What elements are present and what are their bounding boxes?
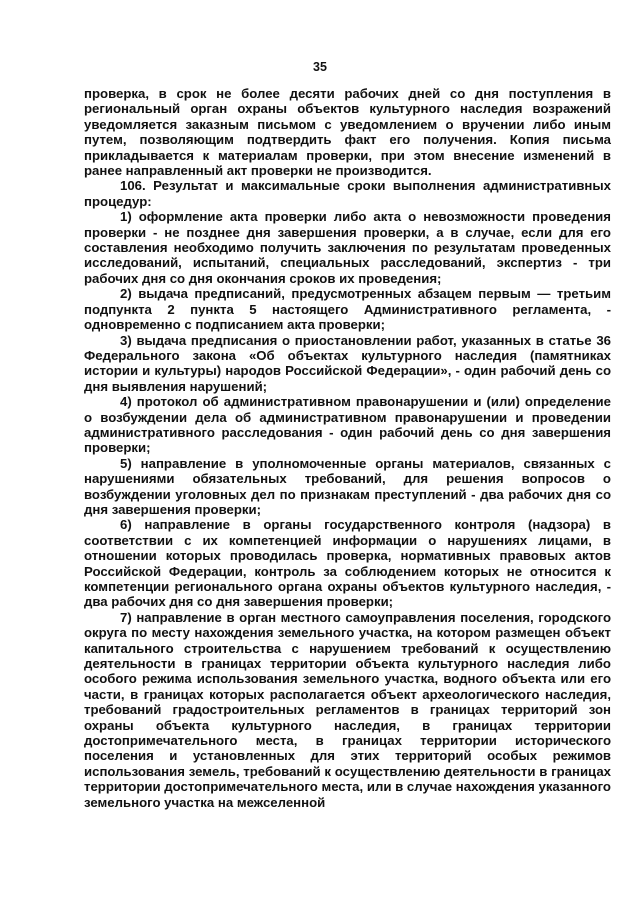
paragraph-continuation: проверка, в срок не более десяти рабочих дней со дня поступления в региональный орган охраны объектов культурного наследия возражений уведомляется заказным письмом с уведомлением о вручении либо иным путем, позволяющим подтвердить факт его получения. Копия письма прикладывается к материалам проверки, при этом внесение изменений в ранее направленный акт проверки не производится. [84, 86, 611, 179]
paragraph-item-7: 7) направление в орган местного самоуправления поселения, городского округа по месту нахождения земельного участка, на котором размещен объект капитального строительства с нарушением требований к осуществлению деятельности в границах территории объекта культурного наследия либо особого режима использования земельного участка, водного объекта или его части, в границах которых располагается объект археологического наследия, требований градостроительных регламентов в границах территорий зон охраны объекта культурного наследия, в границах территории достопримечательного места, в границах территории исторического поселения и установленных для этих территорий особых режимов использования земель, требований к осуществлению деятельности в границах территории достопримечательного места, или в случае нахождения указанного земельного участка на межселенной [84, 609, 611, 810]
paragraph-item-3: 3) выдача предписания о приостановлении работ, указанных в статье 36 Федерального закона «Об объектах культурного наследия (памятниках истории и культуры) народов Российской Федерации», - один рабочий день со дня выявления нарушений; [84, 332, 611, 394]
paragraph-item-6: 6) направление в органы государственного контроля (надзора) в соответствии с их компетенцией информации о нарушениях лицами, в отношении которых проводилась проверка, нормативных правовых актов Российской Федерации, контроль за соблюдением которых не относится к компетенции регионального органа охраны объектов культурного наследия, - два рабочих дня со дня завершения проверки; [84, 517, 611, 610]
paragraph-item-1: 1) оформление акта проверки либо акта о невозможности проведения проверки - не позднее дня завершения проверки, а в случае, если для его составления необходимо получить заключения по результатам проведенных исследований, испытаний, специальных расследований, экспертиз - три рабочих дня со дня окончания сроков их проведения; [84, 209, 611, 286]
paragraph-item-5: 5) направление в уполномоченные органы материалов, связанных с нарушениями обязательных требований, для решения вопросов о возбуждении уголовных дел по признакам преступлений - два рабочих дня со дня завершения проверки; [84, 455, 611, 517]
paragraph-item-2: 2) выдача предписаний, предусмотренных абзацем первым — третьим подпункта 2 пункта 5 настоящего Административного регламента, - одновременно с подписанием акта проверки; [84, 286, 611, 333]
paragraph-item-4: 4) протокол об административном правонарушении и (или) определение о возбуждении дела об административном правонарушении и проведении административного расследования - один рабочий день со дня завершения проверки; [84, 394, 611, 456]
document-body [84, 86, 611, 810]
page-number: 35 [313, 60, 327, 74]
paragraph-106-heading: 106. Результат и максимальные сроки выполнения административных процедур: [84, 178, 611, 209]
